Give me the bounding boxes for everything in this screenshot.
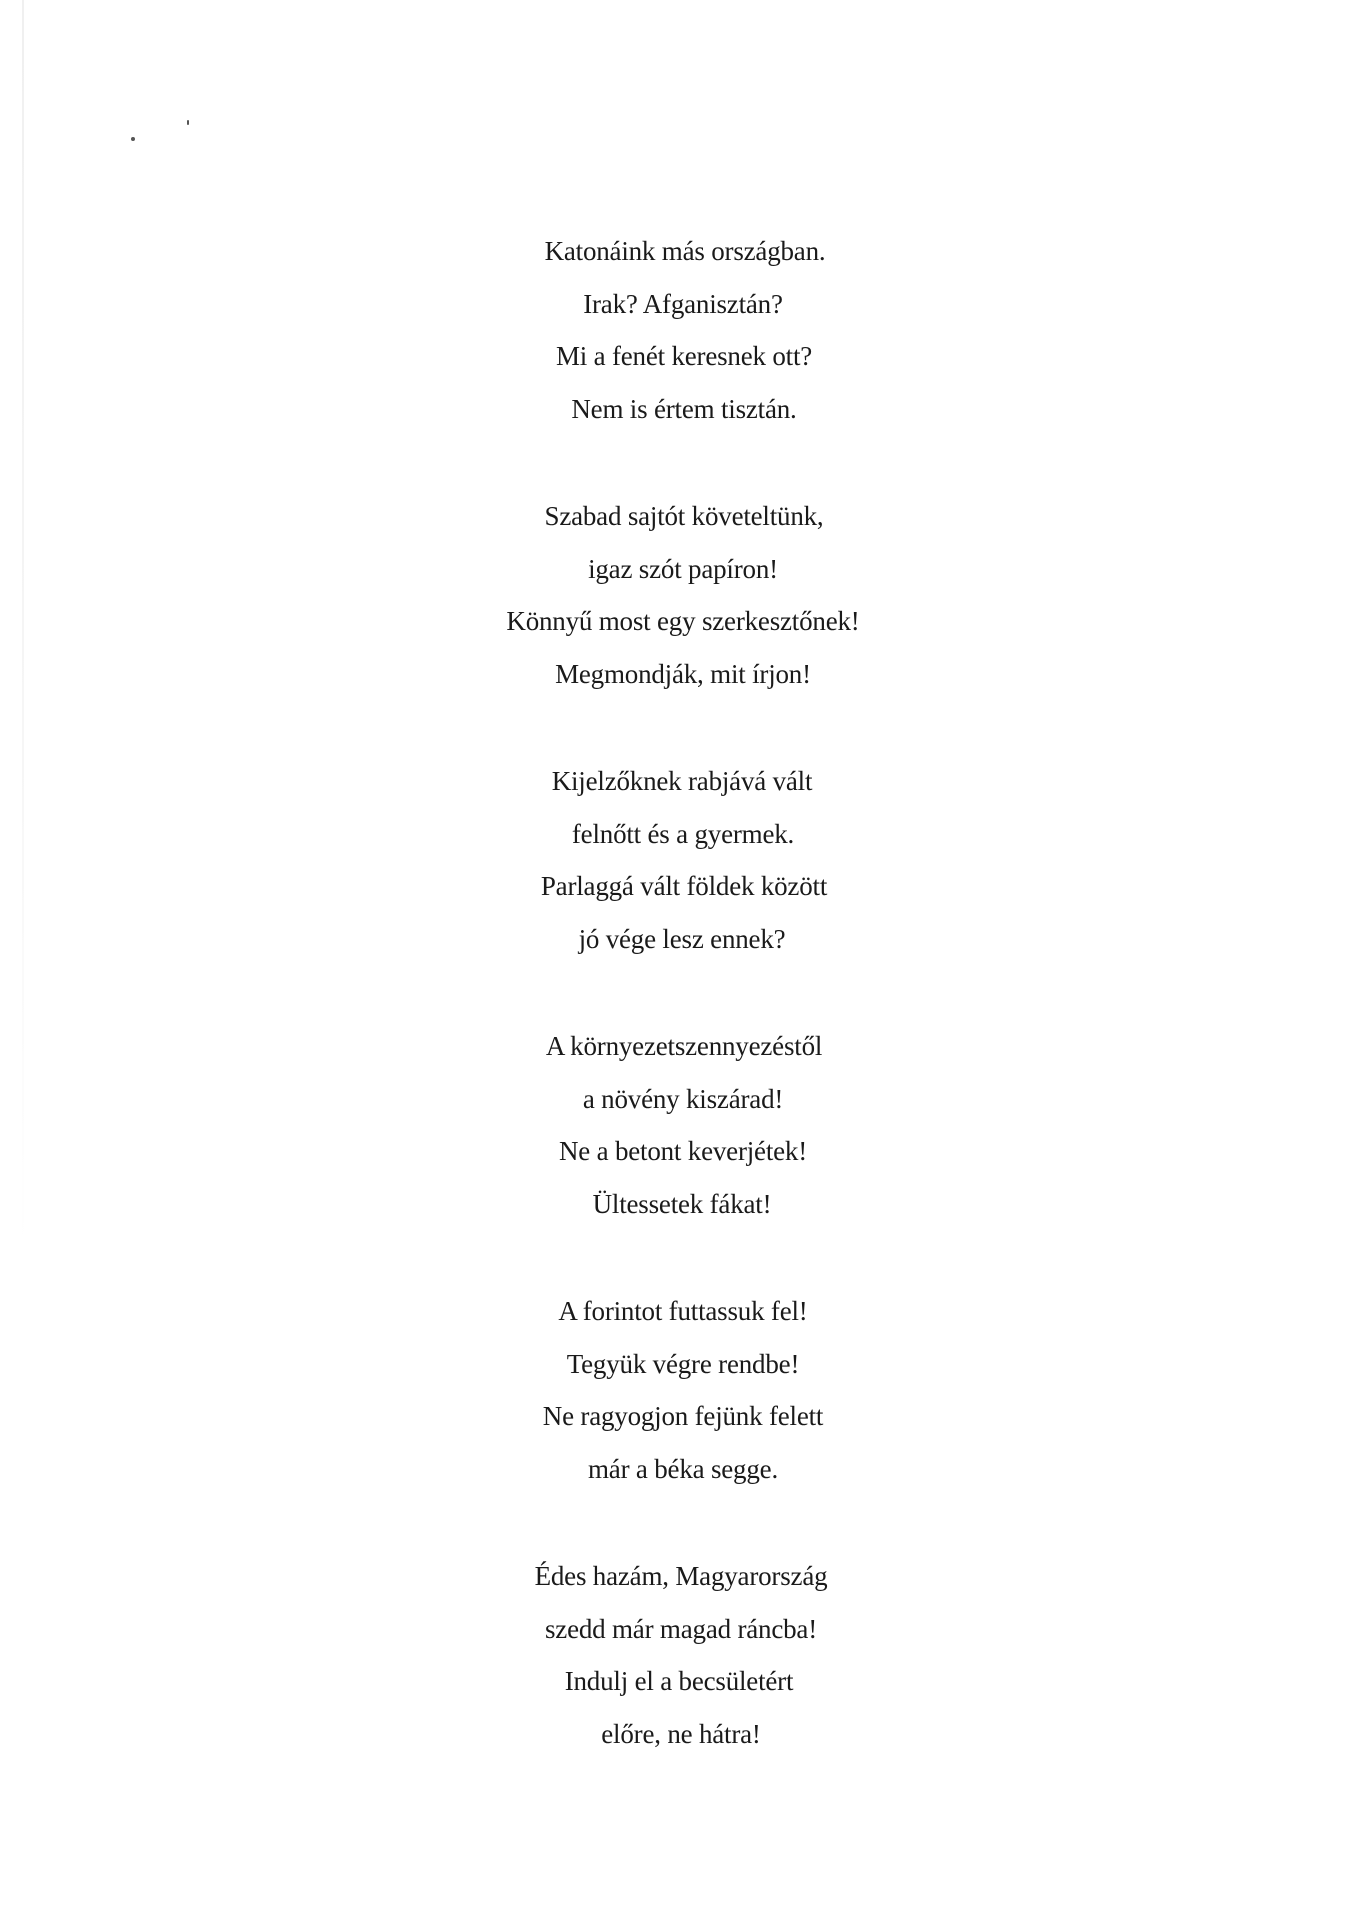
poem-line: előre, ne hátra!: [601, 1718, 761, 1749]
poem-line: Könnyű most egy szerkesztőnek!: [506, 606, 860, 636]
poem-line: felnőtt és a gyermek.: [571, 818, 795, 849]
poem-line: Katonáink más országban.: [544, 236, 826, 266]
poem-line: Kijelzőknek rabjává vált: [551, 766, 813, 796]
scan-speck: [187, 120, 189, 125]
poem-line: jó vége lesz ennek?: [578, 923, 786, 954]
poem-line: A forintot futtassuk fel!: [558, 1296, 808, 1326]
stanza-5: [0, 1285, 1358, 1495]
poem-line: Édes hazám, Magyarország: [534, 1561, 828, 1591]
poem-line: Szabad sajtót követeltünk,: [544, 501, 824, 531]
stanza-6: [0, 1550, 1358, 1760]
poem-line: Parlaggá vált földek között: [540, 871, 828, 901]
poem-line: Nem is értem tisztán.: [571, 393, 797, 424]
poem-line: Ne a betont keverjétek!: [558, 1136, 808, 1166]
poem-line: A környezetszennyezéstől: [545, 1031, 823, 1061]
poem-line: igaz szót papíron!: [588, 553, 778, 584]
poem-line: a növény kiszárad!: [582, 1083, 784, 1114]
stanza-2: [0, 490, 1358, 700]
poem: [0, 225, 1358, 1815]
poem-line: Irak? Afganisztán?: [583, 288, 783, 319]
poem-line: Indulj el a becsületért: [564, 1666, 794, 1696]
poem-line: szedd már magad ráncba!: [544, 1613, 817, 1644]
poem-line: Ültessetek fákat!: [592, 1188, 772, 1219]
stanza-3: [0, 755, 1358, 965]
stanza-4: [0, 1020, 1358, 1230]
poem-line: Ne ragyogjon fejünk felett: [542, 1401, 824, 1431]
stanza-1: [0, 225, 1358, 435]
poem-line: Mi a fenét keresnek ott?: [555, 341, 813, 371]
poem-line: már a béka segge.: [587, 1453, 778, 1484]
poem-line: Megmondják, mit írjon!: [555, 658, 811, 689]
poem-line: Tegyük végre rendbe!: [566, 1348, 800, 1379]
scan-speck: [131, 137, 135, 141]
